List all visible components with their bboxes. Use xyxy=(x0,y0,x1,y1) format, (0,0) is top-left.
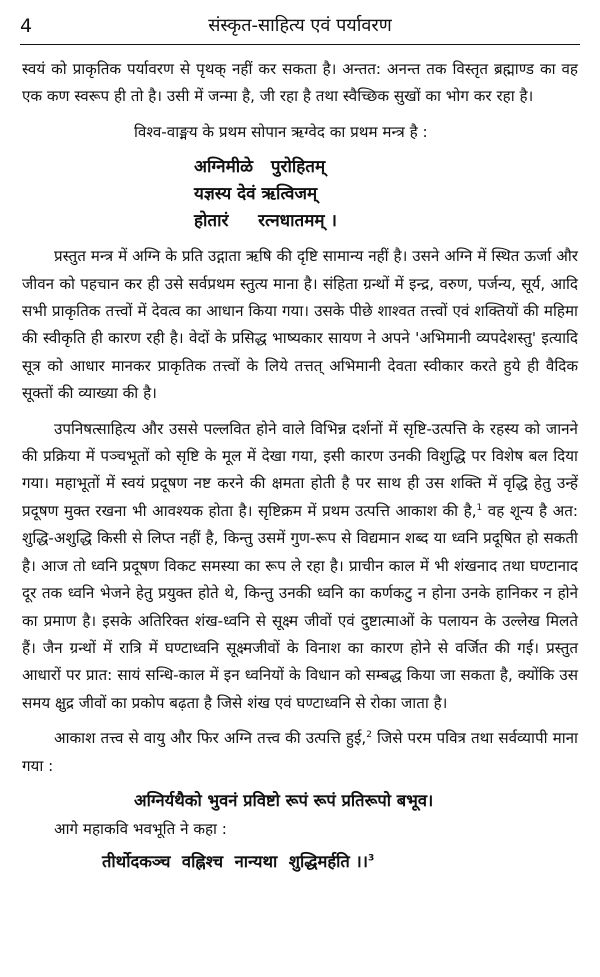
body-text xyxy=(22,56,578,877)
paragraph-upanishad-part1: उपनिषत्साहित्य और उससे पल्लवित होने वाले विभिन्न दर्शनों में सृष्टि-उत्पत्ति के रहस्य को जानने की प्रक्रिया में पञ्चभूतों को सृष्टि के मूल में देखा गया, इसी कारण उनकी विशुद्धि पर विशेष बल दिया गया। महाभूतों में स्वयं प्रदूषण नष्ट करने की क्षमता होती है पर साथ ही उस शक्ति में वृद्धि हेतु उन्हें प्रदूषण मुक्त रखना भी आवश्यक होता है। सृष्टिक्रम में प्रथम उत्पत्ति आकाश की है, xyxy=(22,419,578,520)
paragraph-akasha-part2: जिसे परम पवित्र तथा सर्वव्यापी माना गया : xyxy=(22,729,578,775)
mantra-line-1: अग्निमीळे पुरोहितम् xyxy=(194,157,326,178)
paragraph-upanishad-part2: वह शून्य है अत: शुद्धि-अशुद्धि किसी से लिप्त नहीं है, किन्तु उसमें गुण-रूप से विद्यमान शब्द या ध्वनि प्रदूषित हो सकती है। आज तो ध्वनि प्रदूषण विकट समस्या का रूप ले रहा है। प्राचीन काल में भी शंखनाद तथा घण्टानाद दूर तक ध्वनि भेजने हेतु प्रयुक्त होते थे, किन्तु उनकी ध्वनि का कर्णकटु न होना उनके हानिकर न होने का प्रमाण है। इसके अतिरिक्त शंख-ध्वनि से सूक्ष्म जीवों एवं दुष्टात्माओं के पलायन के उल्लेख मिलते हैं। जैन ग्रन्थों में रात्रि में घण्टाध्वनि सूक्ष्मजीवों के विनाश का कारण होने से वर्जित की गई। प्रस्तुत आधारों पर प्रात: सायं सन्धि-काल में इन ध्वनियों के विधान को सम्बद्ध किया जा सकता है, क्योंकि उस समय क्षुद्र जीवों का प्रकोप बढ़ता है जिसे शंख एवं घण्टाध्वनि से रोका जाता है। xyxy=(22,501,578,712)
footnote-marker-3: 3 xyxy=(368,853,375,864)
shloka-agni: अग्निर्यथैको भुवनं प्रविष्टो रूपं रूपं प्रतिरूपो बभूव। xyxy=(134,790,434,810)
rigveda-mantra xyxy=(22,154,578,235)
shloka-tirtha-text: तीर्थोदकञ्च वह्निश्च नान्यथा शुद्धिमर्हति ।। xyxy=(102,852,369,872)
footnote-marker-2: 2 xyxy=(366,730,372,741)
footnote-marker-1: 1 xyxy=(476,502,483,513)
header-rule xyxy=(20,44,580,45)
paragraph-continuation: स्वयं को प्राकृतिक पर्यावरण से पृथक् नहीं कर सकता है। अन्तत: अनन्त तक विस्तृत ब्रह्माण्ड का वह एक कण स्वरूप ही तो है। उसी में जन्मा है, जी रहा है तथा स्वैच्छिक सुखों का भोग कर रहा है। xyxy=(22,60,578,106)
mantra-line-2: यज्ञस्य देवं ऋत्विजम् xyxy=(194,184,318,205)
paragraph-agni: प्रस्तुत मन्त्र में अग्नि के प्रति उद्गाता ऋषि की दृष्टि सामान्य नहीं है। उसने अग्नि में स्थित ऊर्जा और जीवन को पहचान कर ही उसे सर्वप्रथम स्तुत्य माना है। संहिता ग्रन्थों में इन्द्र, वरुण, पर्जन्य, सूर्य, आदि सभी प्राकृतिक तत्त्वों में देवत्व का आधान किया गया। उसके पीछे शाश्वत तत्त्वों एवं शक्तियों की महिमा की स्वीकृति ही कारण रही है। वेदों के प्रसिद्ध भाष्यकार सायण ने अपने 'अभिमानी व्यपदेशस्तु' इत्यादि सूत्र को आधार मानकर प्राकृतिक तत्त्वों के लिये तत्तत् अभिमानी देवता स्वीकार करते हुये ही वैदिक सूक्तों की व्याख्या की है। xyxy=(22,247,578,403)
running-title: संस्कृत-साहित्य एवं पर्यावरण xyxy=(208,15,392,36)
bhavabhuti-intro: आगे महाकवि भवभूति ने कहा : xyxy=(54,819,227,838)
paragraph-akasha-part1: आकाश तत्त्व से वायु और फिर अग्नि तत्त्व की उत्पत्ति हुई, xyxy=(54,729,367,748)
page-number: 4 xyxy=(20,15,33,37)
paragraph-akasha xyxy=(22,725,578,780)
mantra-line-3: होतारं रत्नधातमम् । xyxy=(194,211,337,232)
paragraph-upanishad xyxy=(22,416,578,717)
shloka-tirtha xyxy=(22,847,578,877)
rigveda-intro: विश्व-वाङ्मय के प्रथम सोपान ऋग्वेद का प्रथम मन्त्र है : xyxy=(134,122,428,141)
page-header xyxy=(20,14,580,44)
